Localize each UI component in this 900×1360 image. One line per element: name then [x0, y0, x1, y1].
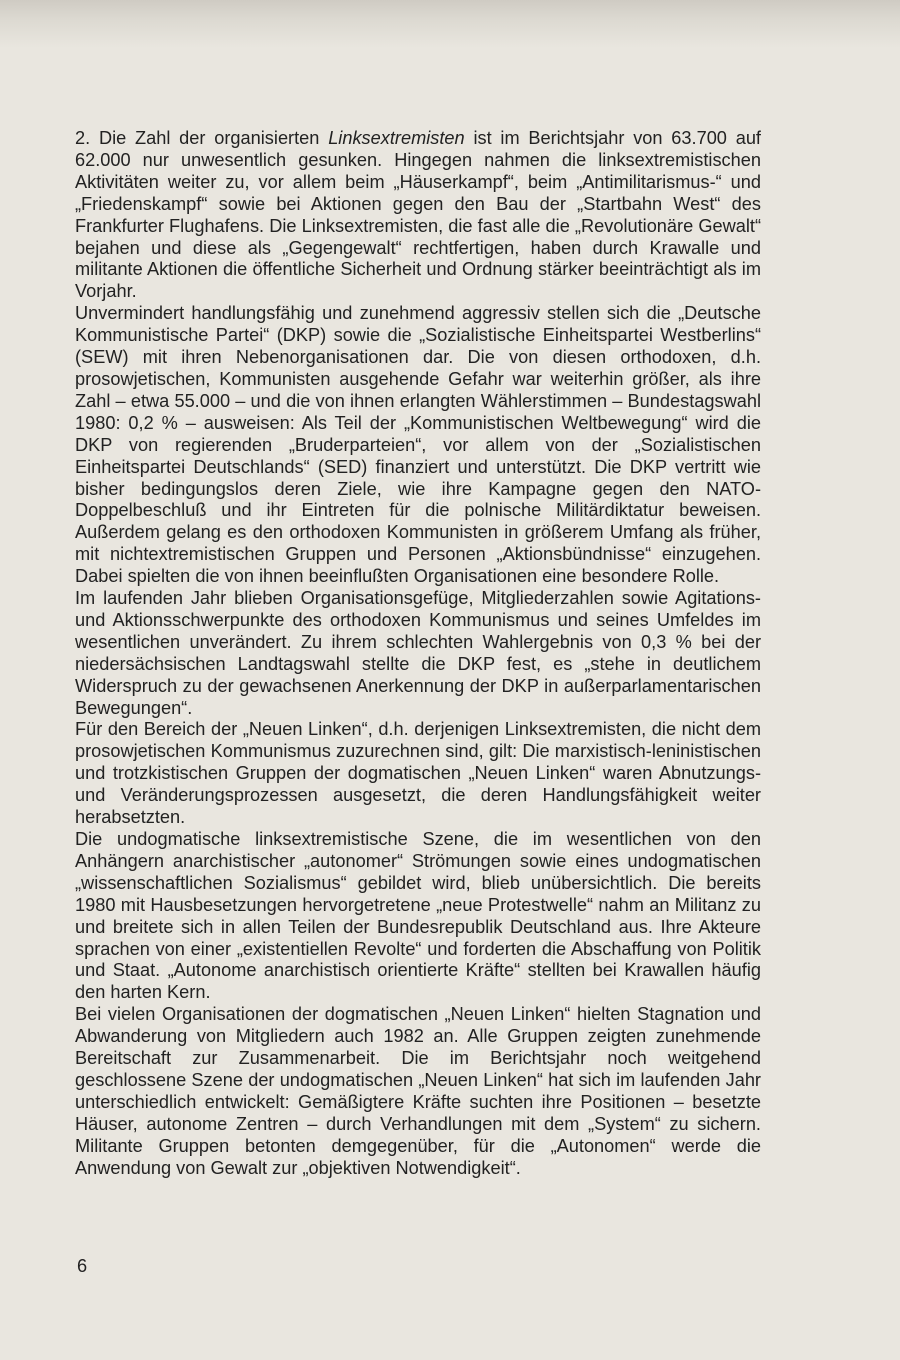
paragraph-1-rest: ist im Berichtsjahr von 63.700 auf 62.000 nur unwesentlich gesunken. Hingegen nahmen die linksextremistischen Aktivitäten weiter zu, vor allem beim „Häuserkampf“, beim „Antimilitarismus-“ und „Friedenskampf“ sowie bei Aktionen gegen den Bau der „Startbahn West“ des Frankfurter Flughafens. Die Linksextremisten, die fast alle die „Revolutionäre Gewalt“ bejahen und diese als „Gegengewalt“ rechtfertigen, haben durch Krawalle und militante Aktionen die öffentliche Sicherheit und Ordnung stärker beeinträchtigt als im Vorjahr.: [75, 128, 761, 302]
body-text: [75, 128, 761, 1180]
paragraph-5: Die undogmatische linksextremistische Szene, die im wesentlichen von den Anhängern anarchistischer „autonomer“ Strömungen sowie eines undogmatischen „wissenschaftlichen Sozialismus“ gebildet wird, blieb unübersichtlich. Die bereits 1980 mit Hausbesetzungen hervorgetretene „neue Protestwelle“ nahm an Militanz zu und breitete sich in allen Teilen der Bundesrepublik Deutschland aus. Ihre Akteure sprachen von einer „existentiellen Revolte“ und forderten die Abschaffung von Politik und Staat. „Autonome anarchistisch orientierte Kräfte“ stellten bei Krawallen häufig den harten Kern.: [75, 829, 761, 1003]
paragraph-1-emphasis: Linksextremisten: [328, 128, 465, 148]
paragraph-1-start: 2. Die Zahl der organisierten: [75, 128, 329, 148]
paragraph-1: [75, 128, 761, 303]
paragraph-2: Unvermindert handlungsfähig und zunehmend aggressiv stellen sich die „Deutsche Kommunistische Partei“ (DKP) sowie die „Sozialistische Einheitspartei Westberlins“ (SEW) mit ihren Nebenorganisationen dar. Die von diesen orthodoxen, d.h. prosowjetischen, Kommunisten ausgehende Gefahr war weiterhin größer, als ihre Zahl – etwa 55.000 – und die von ihnen erlangten Wählerstimmen – Bundestagswahl 1980: 0,2 % – ausweisen: Als Teil der „Kommunistischen Weltbewegung“ wird die DKP von regierenden „Bruderparteien“, vor allem von der „Sozialistischen Einheitspartei Deutschlands“ (SED) finanziert und unterstützt. Die DKP vertritt wie bisher bedingungslos deren Ziele, wie ihre Kampagne gegen den NATO-Doppelbeschluß und ihr Eintreten für die polnische Militärdiktatur beweisen. Außerdem gelang es den orthodoxen Kommunisten in größerem Umfang als früher, mit nichtextremistischen Gruppen und Personen „Aktionsbündnisse“ einzugehen. Dabei spielten die von ihnen beeinflußten Organisationen eine besondere Rolle.: [75, 303, 761, 587]
page-number: 6: [77, 1256, 88, 1276]
paragraph-3: Im laufenden Jahr blieben Organisationsgefüge, Mitgliederzahlen sowie Agitations- und Aktionsschwerpunkte des orthodoxen Kommunismus und seines Umfeldes im wesentlichen unverändert. Zu ihrem schlechten Wahlergebnis von 0,3 % bei der niedersächsischen Landtagswahl stellte die DKP fest, es „stehe in deutlichem Widerspruch zu der gewachsenen Anerkennung der DKP in außerparlamentarischen Bewegungen“.: [75, 588, 761, 718]
paragraph-4: Für den Bereich der „Neuen Linken“, d.h. derjenigen Linksextremisten, die nicht dem prosowjetischen Kommunismus zuzurechnen sind, gilt: Die marxistisch-leninistischen und trotzkistischen Gruppen der dogmatischen „Neuen Linken“ waren Abnutzungs- und Veränderungsprozessen ausgesetzt, die deren Handlungsfähigkeit weiter herabsetzten.: [75, 719, 761, 828]
paragraph-6: Bei vielen Organisationen der dogmatischen „Neuen Linken“ hielten Stagnation und Abwanderung von Mitgliedern auch 1982 an. Alle Gruppen zeigten zunehmende Bereitschaft zur Zusammenarbeit. Die im Berichtsjahr noch weitgehend geschlossene Szene der undogmatischen „Neuen Linken“ hat sich im laufenden Jahr unterschiedlich entwickelt: Gemäßigtere Kräfte suchten ihre Positionen – besetzte Häuser, autonome Zentren – durch Verhandlungen mit dem „System“ zu sichern. Militante Gruppen betonten demgegenüber, für die „Autonomen“ werde die Anwendung von Gewalt zur „objektiven Notwendigkeit“.: [75, 1004, 761, 1178]
scan-edge-shadow: [0, 0, 900, 48]
